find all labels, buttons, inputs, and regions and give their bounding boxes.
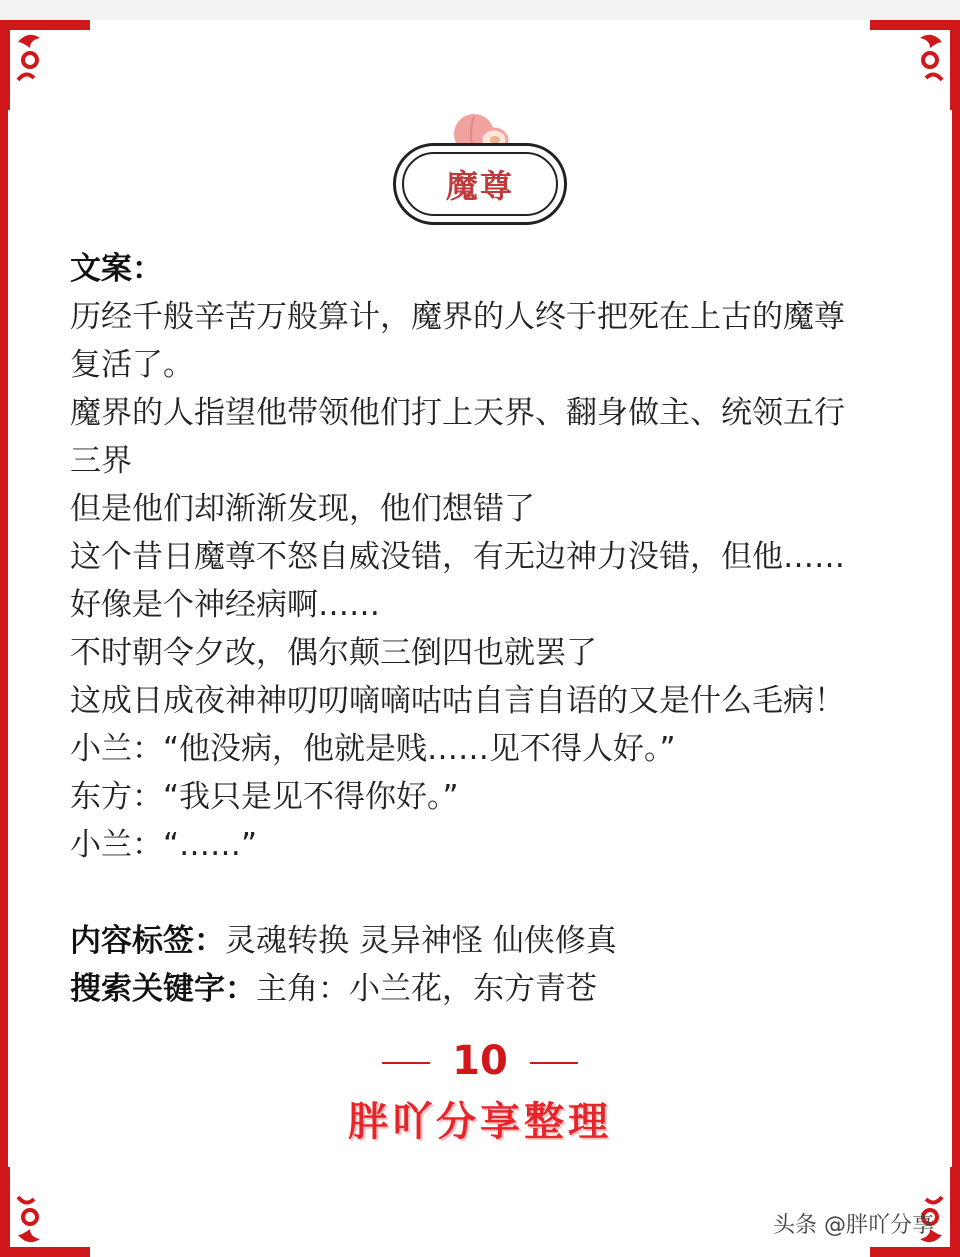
footer-brand: 胖吖分享整理 — [348, 1099, 612, 1145]
synopsis-line: 复活了。 — [70, 347, 194, 383]
keywords-row — [70, 965, 890, 1013]
synopsis-line: 东方：“我只是见不得你好。” — [70, 779, 459, 815]
synopsis-line: 这个昔日魔尊不怒自威没错，有无边神力没错，但他…… — [70, 539, 845, 575]
footer-number-row — [0, 1038, 960, 1084]
synopsis-section — [70, 245, 890, 1013]
synopsis-line: 魔界的人指望他带领他们打上天界、翻身做主、统领五行 — [70, 395, 845, 431]
corner-ornament-icon — [0, 1167, 90, 1257]
spacer — [70, 869, 890, 917]
corner-ornament-icon — [870, 20, 960, 110]
synopsis-line: 好像是个神经病啊…… — [70, 587, 380, 623]
watermark: 头条 @胖吖分享 — [773, 1213, 934, 1238]
synopsis-line: 但是他们却渐渐发现，他们想错了 — [70, 491, 535, 527]
top-strip — [0, 0, 960, 20]
synopsis-line: 不时朝令夕改，偶尔颠三倒四也就罢了 — [70, 635, 597, 671]
synopsis-line: 历经千般辛苦万般算计，魔界的人终于把死在上古的魔尊 — [70, 299, 845, 335]
divider — [382, 1062, 430, 1064]
corner-ornament-icon — [0, 20, 90, 110]
tags-value: 灵魂转换 灵异神怪 仙侠修真 — [225, 923, 617, 959]
title-badge — [393, 143, 567, 225]
tags-label: 内容标签： — [70, 923, 225, 959]
footer-number: 10 — [452, 1038, 508, 1084]
keywords-label: 搜索关键字： — [70, 971, 256, 1007]
synopsis-line: 小兰：“他没病，他就是贱……见不得人好。” — [70, 731, 676, 767]
synopsis-line: 三界 — [70, 443, 132, 479]
page-title: 魔尊 — [445, 167, 514, 205]
synopsis-line: 这成日成夜神神叨叨嘀嘀咕咕自言自语的又是什么毛病！ — [70, 683, 845, 719]
synopsis-line: 小兰：“……” — [70, 827, 258, 863]
tags-row — [70, 917, 890, 965]
divider — [530, 1062, 578, 1064]
synopsis-heading: 文案： — [70, 251, 163, 287]
keywords-value: 主角：小兰花，东方青苍 — [256, 971, 597, 1007]
